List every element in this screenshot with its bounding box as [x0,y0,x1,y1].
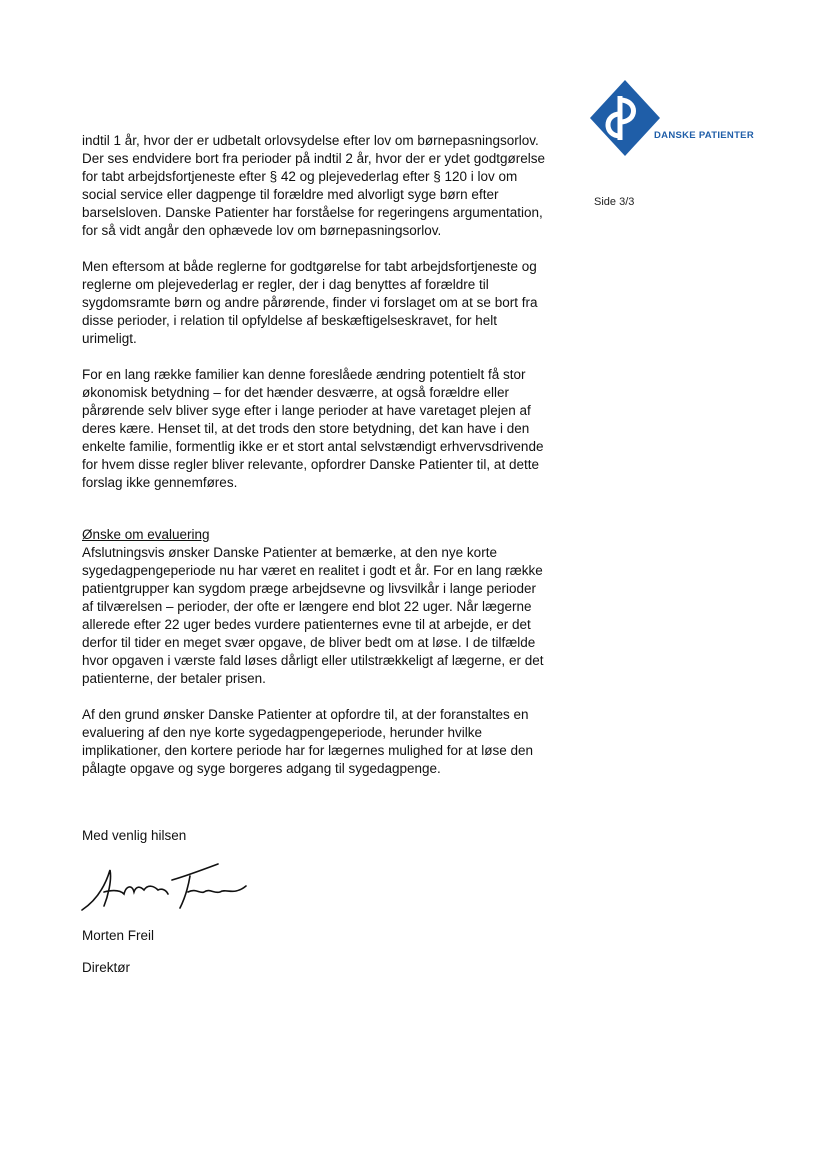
letter-body [82,132,547,796]
danske-patienter-logo [590,78,780,158]
body-paragraph: Men eftersom at både reglerne for godtgørelse for tabt arbejdsfortjeneste og reglerne om plejevederlag er regler, der i dag benyttes af forældre til sygdomsramte børn og andre pårørende, finder vi forslaget om at se bort fra disse perioder, i relation til opfyldelse af beskæftigelseskravet, for helt urimeligt. [82,259,538,346]
body-paragraph: Afslutningsvis ønsker Danske Patienter at bemærke, at den nye korte sygedagpengeperiode nu har været en realitet i godt et år. For en lang række patientgrupper kan sygdom præge arbejdsevne og livsvilkår i lange perioder af tilværelsen – perioder, der ofte er længere end blot 22 uger. Når lægerne allerede efter 22 uger bedes vurdere patienternes evne til at arbejde, er det derfor til tider en meget svær opgave, de bliver bedt om at løse. I de tilfælde hvor opgaven i værste fald løses dårligt eller utilstrækkeligt af lægerne, er det patienterne, der betaler prisen. [82,545,544,686]
signer-name: Morten Freil [82,928,155,943]
closing-greeting: Med venlig hilsen [82,828,187,843]
body-paragraph: Af den grund ønsker Danske Patienter at opfordre til, at der foranstaltes en evaluering af den nye korte sygedagpengeperiode, herunder hvilke implikationer, den kortere periode har for lægernes mulighed for at løse den pålagte opgave og syge borgeres adgang til sygedagpenge. [82,707,533,776]
signer-title: Direktør [82,960,130,975]
body-paragraph: indtil 1 år, hvor der er udbetalt orlovsydelse efter lov om børnepasningsorlov. Der ses endvidere bort fra perioder på indtil 2 år, hvor der er ydet godtgørelse for tabt arbejdsfortjeneste efter § 42 og plejevederlag efter § 120 i lov om social service eller dagpenge til forældre med alvorligt syge børn efter barselsloven. Danske Patienter har forståelse for regeringens argumentation, for så vidt angår den ophævede lov om børnepasningsorlov. [82,133,545,238]
handwritten-signature [74,850,274,920]
body-paragraph: For en lang række familier kan denne foreslåede ændring potentielt få stor økonomisk betydning – for det hænder desværre, at også forældre eller pårørende selv bliver syge efter i lange perioder at have varetaget plejen af deres kære. Henset til, at det trods den store betydning, det kan have i den enkelte familie, formentlig ikke er et stort antal selvstændigt erhvervsdrivende for hvem disse regler bliver relevante, opfordrer Danske Patienter til, at dette forslag ikke gennemføres. [82,367,544,490]
logo-diamond-icon [590,78,660,158]
section-heading: Ønske om evaluering [82,527,210,542]
section-evaluering [82,526,547,688]
page-number: Side 3/3 [594,196,635,208]
logo-wordmark: DANSKE PATIENTER [654,130,754,141]
